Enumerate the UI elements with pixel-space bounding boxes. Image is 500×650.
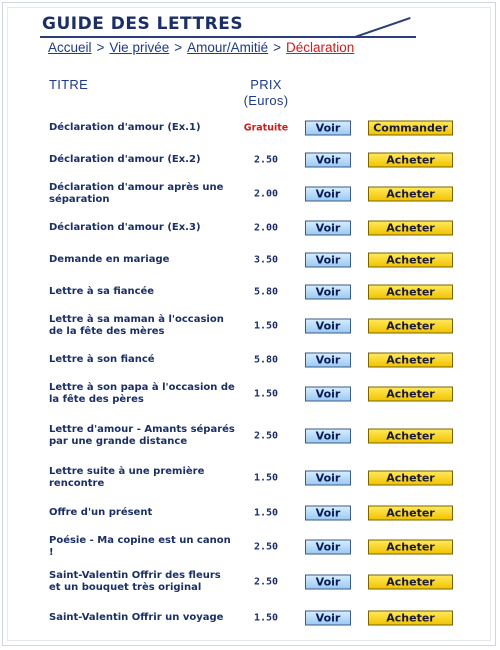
breadcrumb (48, 40, 354, 55)
view-button[interactable]: Voir (305, 253, 351, 268)
letter-title: Lettre à son fiancé (49, 354, 155, 365)
letter-price: 2.50 (253, 154, 279, 166)
table-row (0, 565, 500, 599)
buy-button[interactable]: Acheter (368, 285, 453, 300)
table-row (0, 243, 500, 277)
letter-title: Saint-Valentin Offrir des fleurs et un bouquet très original (49, 570, 221, 593)
breadcrumb-amour-amitie-link[interactable]: Amour/Amitié (187, 40, 269, 55)
letter-price: 2.50 (253, 430, 279, 442)
table-row (0, 601, 500, 635)
buy-button[interactable]: Acheter (368, 387, 453, 402)
letter-title: Lettre suite à une première rencontre (49, 466, 205, 489)
table-row (0, 343, 500, 377)
view-button[interactable]: Voir (305, 353, 351, 368)
letter-title: Déclaration d'amour (Ex.2) (49, 154, 201, 165)
breadcrumb-separator: > (96, 40, 105, 55)
letter-title: Lettre à sa maman à l'occasion de la fête des mères (49, 314, 224, 337)
letter-price: 2.50 (253, 576, 279, 588)
view-button[interactable]: Voir (305, 471, 351, 486)
buy-button[interactable]: Acheter (368, 429, 453, 444)
letter-title: Déclaration d'amour (Ex.1) (49, 122, 201, 133)
order-button[interactable]: Commander (368, 121, 453, 136)
buy-button[interactable]: Acheter (368, 611, 453, 626)
page-title: GUIDE DES LETTRES (42, 14, 244, 34)
table-row (0, 377, 500, 411)
view-button[interactable]: Voir (305, 153, 351, 168)
breadcrumb-separator: > (174, 40, 183, 55)
column-header-price (232, 77, 300, 109)
view-button[interactable]: Voir (305, 611, 351, 626)
breadcrumb-separator: > (273, 40, 282, 55)
view-button[interactable]: Voir (305, 319, 351, 334)
letter-price: 1.50 (253, 472, 279, 484)
letter-price: 5.80 (253, 286, 279, 298)
view-button[interactable]: Voir (305, 387, 351, 402)
table-row (0, 496, 500, 530)
table-row (0, 143, 500, 177)
column-header-price-label: PRIX (250, 77, 282, 92)
letter-title: Déclaration d'amour (Ex.3) (49, 222, 201, 233)
table-row (0, 419, 500, 453)
buy-button[interactable]: Acheter (368, 506, 453, 521)
letter-title: Lettre à sa fiancée (49, 286, 155, 297)
buy-button[interactable]: Acheter (368, 319, 453, 334)
view-button[interactable]: Voir (305, 506, 351, 521)
column-header-title: TITRE (49, 77, 89, 92)
letter-title: Demande en mariage (49, 254, 170, 265)
view-button[interactable]: Voir (305, 187, 351, 202)
letter-title: Poésie - Ma copine est un canon ! (49, 535, 231, 558)
letter-price: 2.00 (253, 222, 279, 234)
breadcrumb-declaration-link[interactable]: Déclaration (286, 40, 355, 55)
buy-button[interactable]: Acheter (368, 153, 453, 168)
buy-button[interactable]: Acheter (368, 253, 453, 268)
letter-price: 2.50 (253, 541, 279, 553)
letter-price: 1.50 (253, 507, 279, 519)
buy-button[interactable]: Acheter (368, 575, 453, 590)
letter-title: Lettre d'amour - Amants séparés par une grande distance (49, 424, 235, 447)
table-row (0, 309, 500, 343)
breadcrumb-home-link[interactable]: Accueil (48, 40, 92, 55)
letter-title: Offre d'un présent (49, 507, 153, 518)
breadcrumb-vie-privee-link[interactable]: Vie privée (109, 40, 170, 55)
view-button[interactable]: Voir (305, 285, 351, 300)
letter-price: 2.00 (253, 188, 279, 200)
column-header-price-unit: (Euros) (243, 93, 289, 108)
view-button[interactable]: Voir (305, 221, 351, 236)
buy-button[interactable]: Acheter (368, 353, 453, 368)
letter-title: Lettre à son papa à l'occasion de la fête des pères (49, 382, 235, 405)
table-row (0, 111, 500, 145)
buy-button[interactable]: Acheter (368, 221, 453, 236)
letter-price: 3.50 (253, 254, 279, 266)
table-row (0, 530, 500, 564)
letter-price: 1.50 (253, 612, 279, 624)
letter-price: Gratuite (243, 122, 289, 134)
table-row (0, 275, 500, 309)
letter-title: Déclaration d'amour après une séparation (49, 182, 224, 205)
table-row (0, 211, 500, 245)
view-button[interactable]: Voir (305, 121, 351, 136)
table-row (0, 177, 500, 211)
letter-price: 1.50 (253, 320, 279, 332)
letter-title: Saint-Valentin Offrir un voyage (49, 612, 224, 623)
buy-button[interactable]: Acheter (368, 471, 453, 486)
view-button[interactable]: Voir (305, 575, 351, 590)
view-button[interactable]: Voir (305, 429, 351, 444)
buy-button[interactable]: Acheter (368, 540, 453, 555)
letter-price: 1.50 (253, 388, 279, 400)
buy-button[interactable]: Acheter (368, 187, 453, 202)
view-button[interactable]: Voir (305, 540, 351, 555)
letter-price: 5.80 (253, 354, 279, 366)
table-row (0, 461, 500, 495)
